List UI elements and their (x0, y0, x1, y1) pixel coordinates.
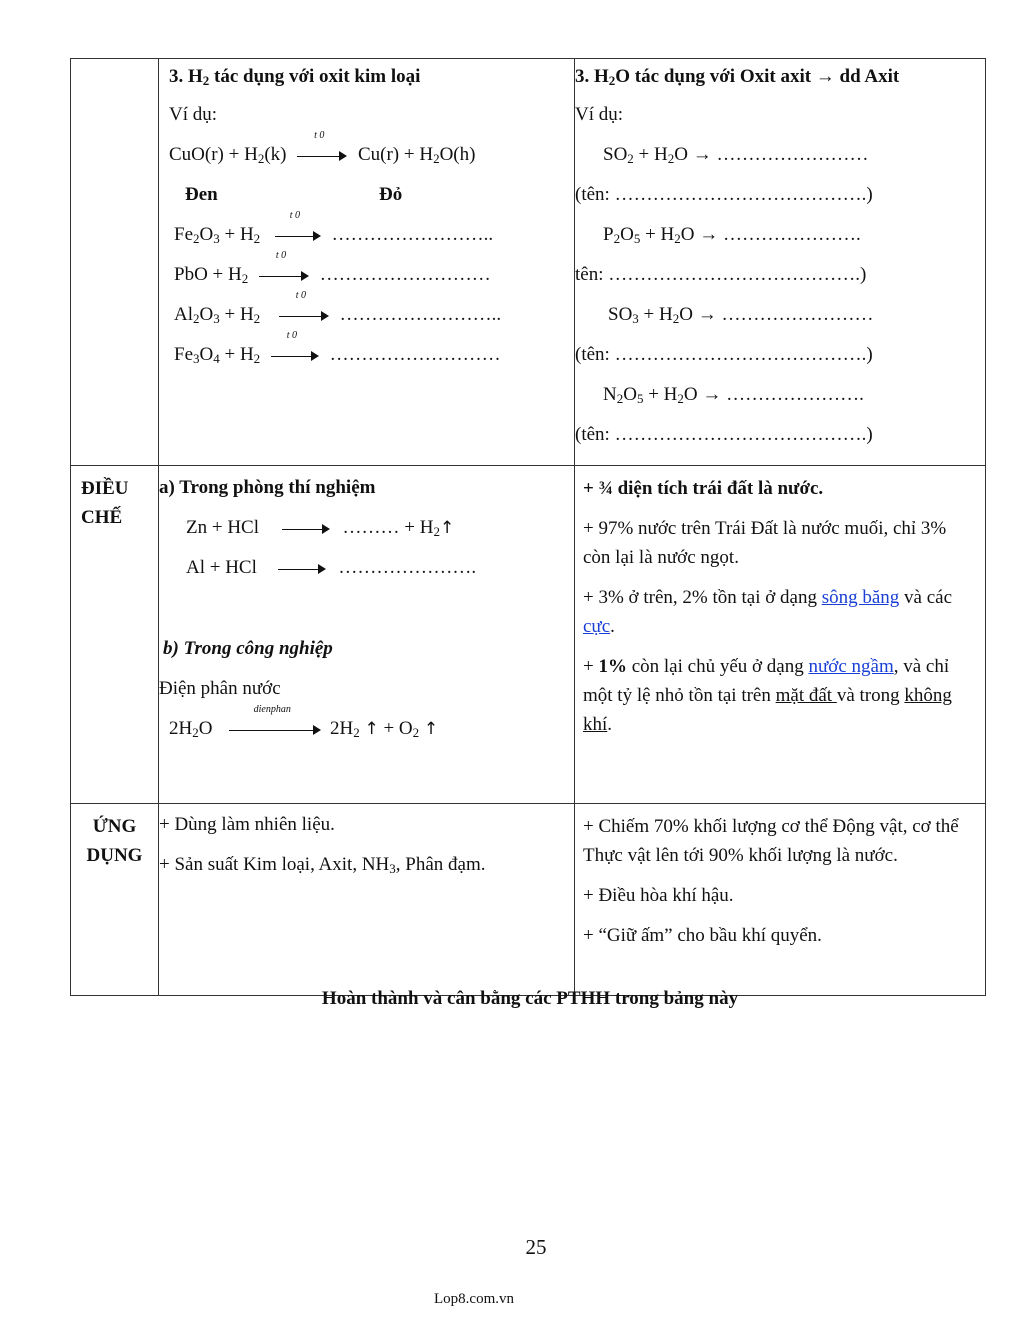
water-use: + “Giữ ấm” cho bầu khí quyển. (583, 925, 822, 946)
equation-fe2o3: $Fe_2O_3 + H_2$ t 0 …………………….. (174, 209, 494, 246)
reaction-arrow (282, 519, 330, 539)
use-item: + Dùng làm nhiên liệu. (159, 814, 335, 835)
water-oxide-heading: 3. $H_2O$ tác dụng với Oxit axit → dd Axit (575, 66, 900, 88)
link-land-surface[interactable]: mặt đất (775, 685, 837, 706)
equation-n2o5: $N_2O_5 + H_2O$ → …………………. (603, 384, 864, 406)
water-use: + Điều hòa khí hậu. (583, 885, 734, 906)
h2-oxide-heading: 3. $H_2$ tác dụng với oxit kim loại (169, 66, 421, 88)
gas-up-icon: ↑ (364, 719, 379, 739)
gas-up-icon: ↑ (439, 518, 455, 538)
industry-method: Điện phân nước (159, 678, 281, 699)
water-use: + Chiếm 70% khối lượng cơ thể Động vật, cơ thể Thực vật lên tới 90% khối lượng là nước. (583, 816, 959, 866)
reaction-arrow: t 0 (275, 226, 321, 246)
water-fact: + 1% còn lại chủ yếu ở dạng nước ngầm, và chỉ một tỷ lệ nhỏ tồn tại trên mặt đất và trong không khí. (583, 656, 952, 735)
row-label-dieu-che: ĐIỀU CHẾ (71, 466, 159, 804)
reaction-arrow: t 0 (259, 266, 309, 286)
name-blank-4: (tên: ………………………………….) (575, 424, 873, 445)
gas-up-icon: ↑ (423, 719, 439, 739)
reaction-arrow: t 0 (297, 146, 347, 166)
label-cell-empty (71, 59, 159, 466)
link-glacier[interactable]: sông băng (821, 587, 900, 608)
equation-zn-hcl: Zn + HCl ……… + $H_2↑$ (186, 517, 455, 539)
use-item: + Sản suất Kim loại, Axit, $NH_3$, Phân đạm. (159, 854, 486, 876)
name-blank-2: tên: ………………………………….) (575, 264, 867, 285)
equation-cuo: $CuO(r) + H_2(k)$ t 0 $Cu(r) + H_2O(h)$ (169, 129, 476, 166)
water-fact: + 3% ở trên, 2% tồn tại ở dạng sông băng và các cực. (583, 587, 953, 637)
row-label-ung-dung: ỨNG DỤNG (71, 804, 159, 996)
name-blank-3: (tên: ………………………………….) (575, 344, 873, 365)
water-oxide-cell (575, 59, 986, 466)
water-fact: + ¾ diện tích trái đất là nước. (583, 478, 824, 499)
equation-p2o5: $P_2O_5 + H_2O$ → …………………. (603, 224, 861, 246)
equation-al2o3: $Al_2O_3 + H_2$ t 0 …………………….. (174, 289, 502, 326)
table-row (71, 804, 986, 996)
chemistry-table (70, 58, 986, 996)
preparation-cell (159, 466, 575, 804)
reaction-arrow (278, 559, 326, 579)
uses-cell (159, 804, 575, 996)
equation-electrolysis: $2H_2O$ dienphan $2H_2$ ↑ + $O_2$ ↑ (169, 703, 439, 740)
water-facts-cell (575, 466, 986, 804)
reaction-arrow: t 0 (279, 306, 329, 326)
h2-oxide-cell (159, 59, 575, 466)
reaction-arrow: dienphan (229, 720, 321, 740)
equation-pbo: PbO + $H_2$ t 0 ……………………… (174, 249, 491, 286)
equation-al-hcl: Al + HCl …………………. (186, 557, 477, 578)
reaction-arrow: t 0 (271, 346, 319, 366)
link-poles[interactable]: cực (583, 616, 611, 637)
lab-heading: a) Trong phòng thí nghiệm (159, 477, 376, 498)
color-labels: Đen Đỏ (185, 184, 403, 205)
equation-so2: $SO_2 + H_2O$ → …………………… (603, 144, 869, 166)
equation-fe3o4: $Fe_3O_4 + H_2$ t 0 ……………………… (174, 329, 501, 366)
link-groundwater[interactable]: nước ngầm (808, 656, 894, 677)
industry-heading: b) Trong công nghiệp (163, 638, 333, 659)
name-blank-1: (tên: ………………………………….) (575, 184, 873, 205)
table-caption: Hoàn thành và cân bằng các PTHH trong bảng này (321, 988, 739, 1009)
water-fact: + 97% nước trên Trái Đất là nước muối, chỉ 3% còn lại là nước ngọt. (583, 518, 947, 568)
page-number: 25 (525, 1235, 547, 1259)
link-air[interactable]: không khí (583, 685, 952, 735)
table-row (71, 59, 986, 466)
example-label: Ví dụ: (169, 104, 218, 125)
table-row (71, 466, 986, 804)
water-uses-cell (575, 804, 986, 996)
site-footer: Lop8.com.vn (434, 1291, 514, 1307)
equation-so3: $SO_3 + H_2O$ → …………………… (608, 304, 874, 326)
example-label: Ví dụ: (575, 104, 624, 125)
